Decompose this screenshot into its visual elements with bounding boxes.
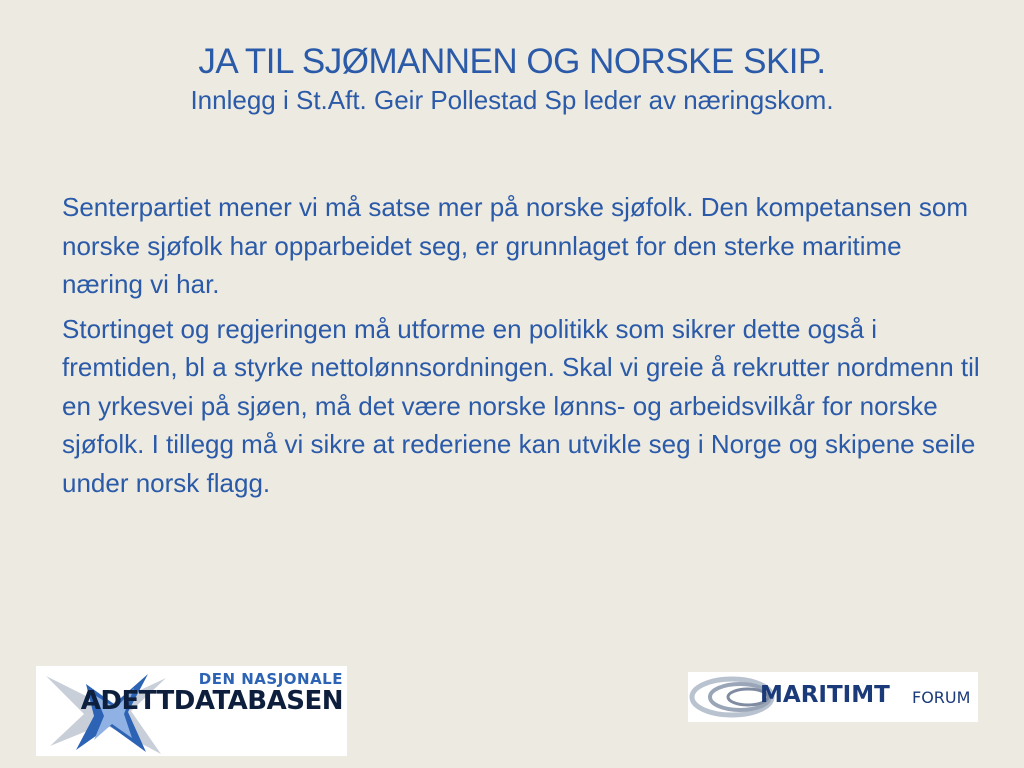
paragraph-2: Stortinget og regjeringen må utforme en politikk som sikrer dette også i fremtiden, bl a styrke nettolønnsordningen. Skal vi greie å rekrutter nordmenn til en yrkesvei på sjøen, må det være norske lønns- og arbeidsvilkår for norske sjøfolk. I tillegg må vi sikre at rederiene kan utvikle seg i Norge og skipene seile under norsk flagg.	[62, 313, 980, 498]
slide-subtitle: Innlegg i St.Aft. Geir Pollestad Sp leder av næringskom.	[190, 85, 834, 115]
slide-title: JA TIL SJØMANNEN OG NORSKE SKIP.	[198, 42, 826, 81]
logo-line-1: DEN NASJONALE	[198, 670, 343, 688]
maritimt-forum-logo	[688, 672, 978, 722]
logo-line-2: ADETTDATABASEN	[80, 686, 343, 716]
kadettdatabasen-logo	[36, 666, 347, 756]
body-text	[62, 188, 982, 508]
paragraph-1: Senterpartiet mener vi må satse mer på norske sjøfolk. Den kompetansen som norske sjøfolk har opparbeidet seg, er grunnlaget for den sterke maritime næring vi har.	[62, 192, 969, 299]
logo-brand: MARITIMT	[760, 682, 890, 708]
logo-suffix: FORUM	[912, 688, 971, 707]
title-block	[0, 42, 1024, 116]
